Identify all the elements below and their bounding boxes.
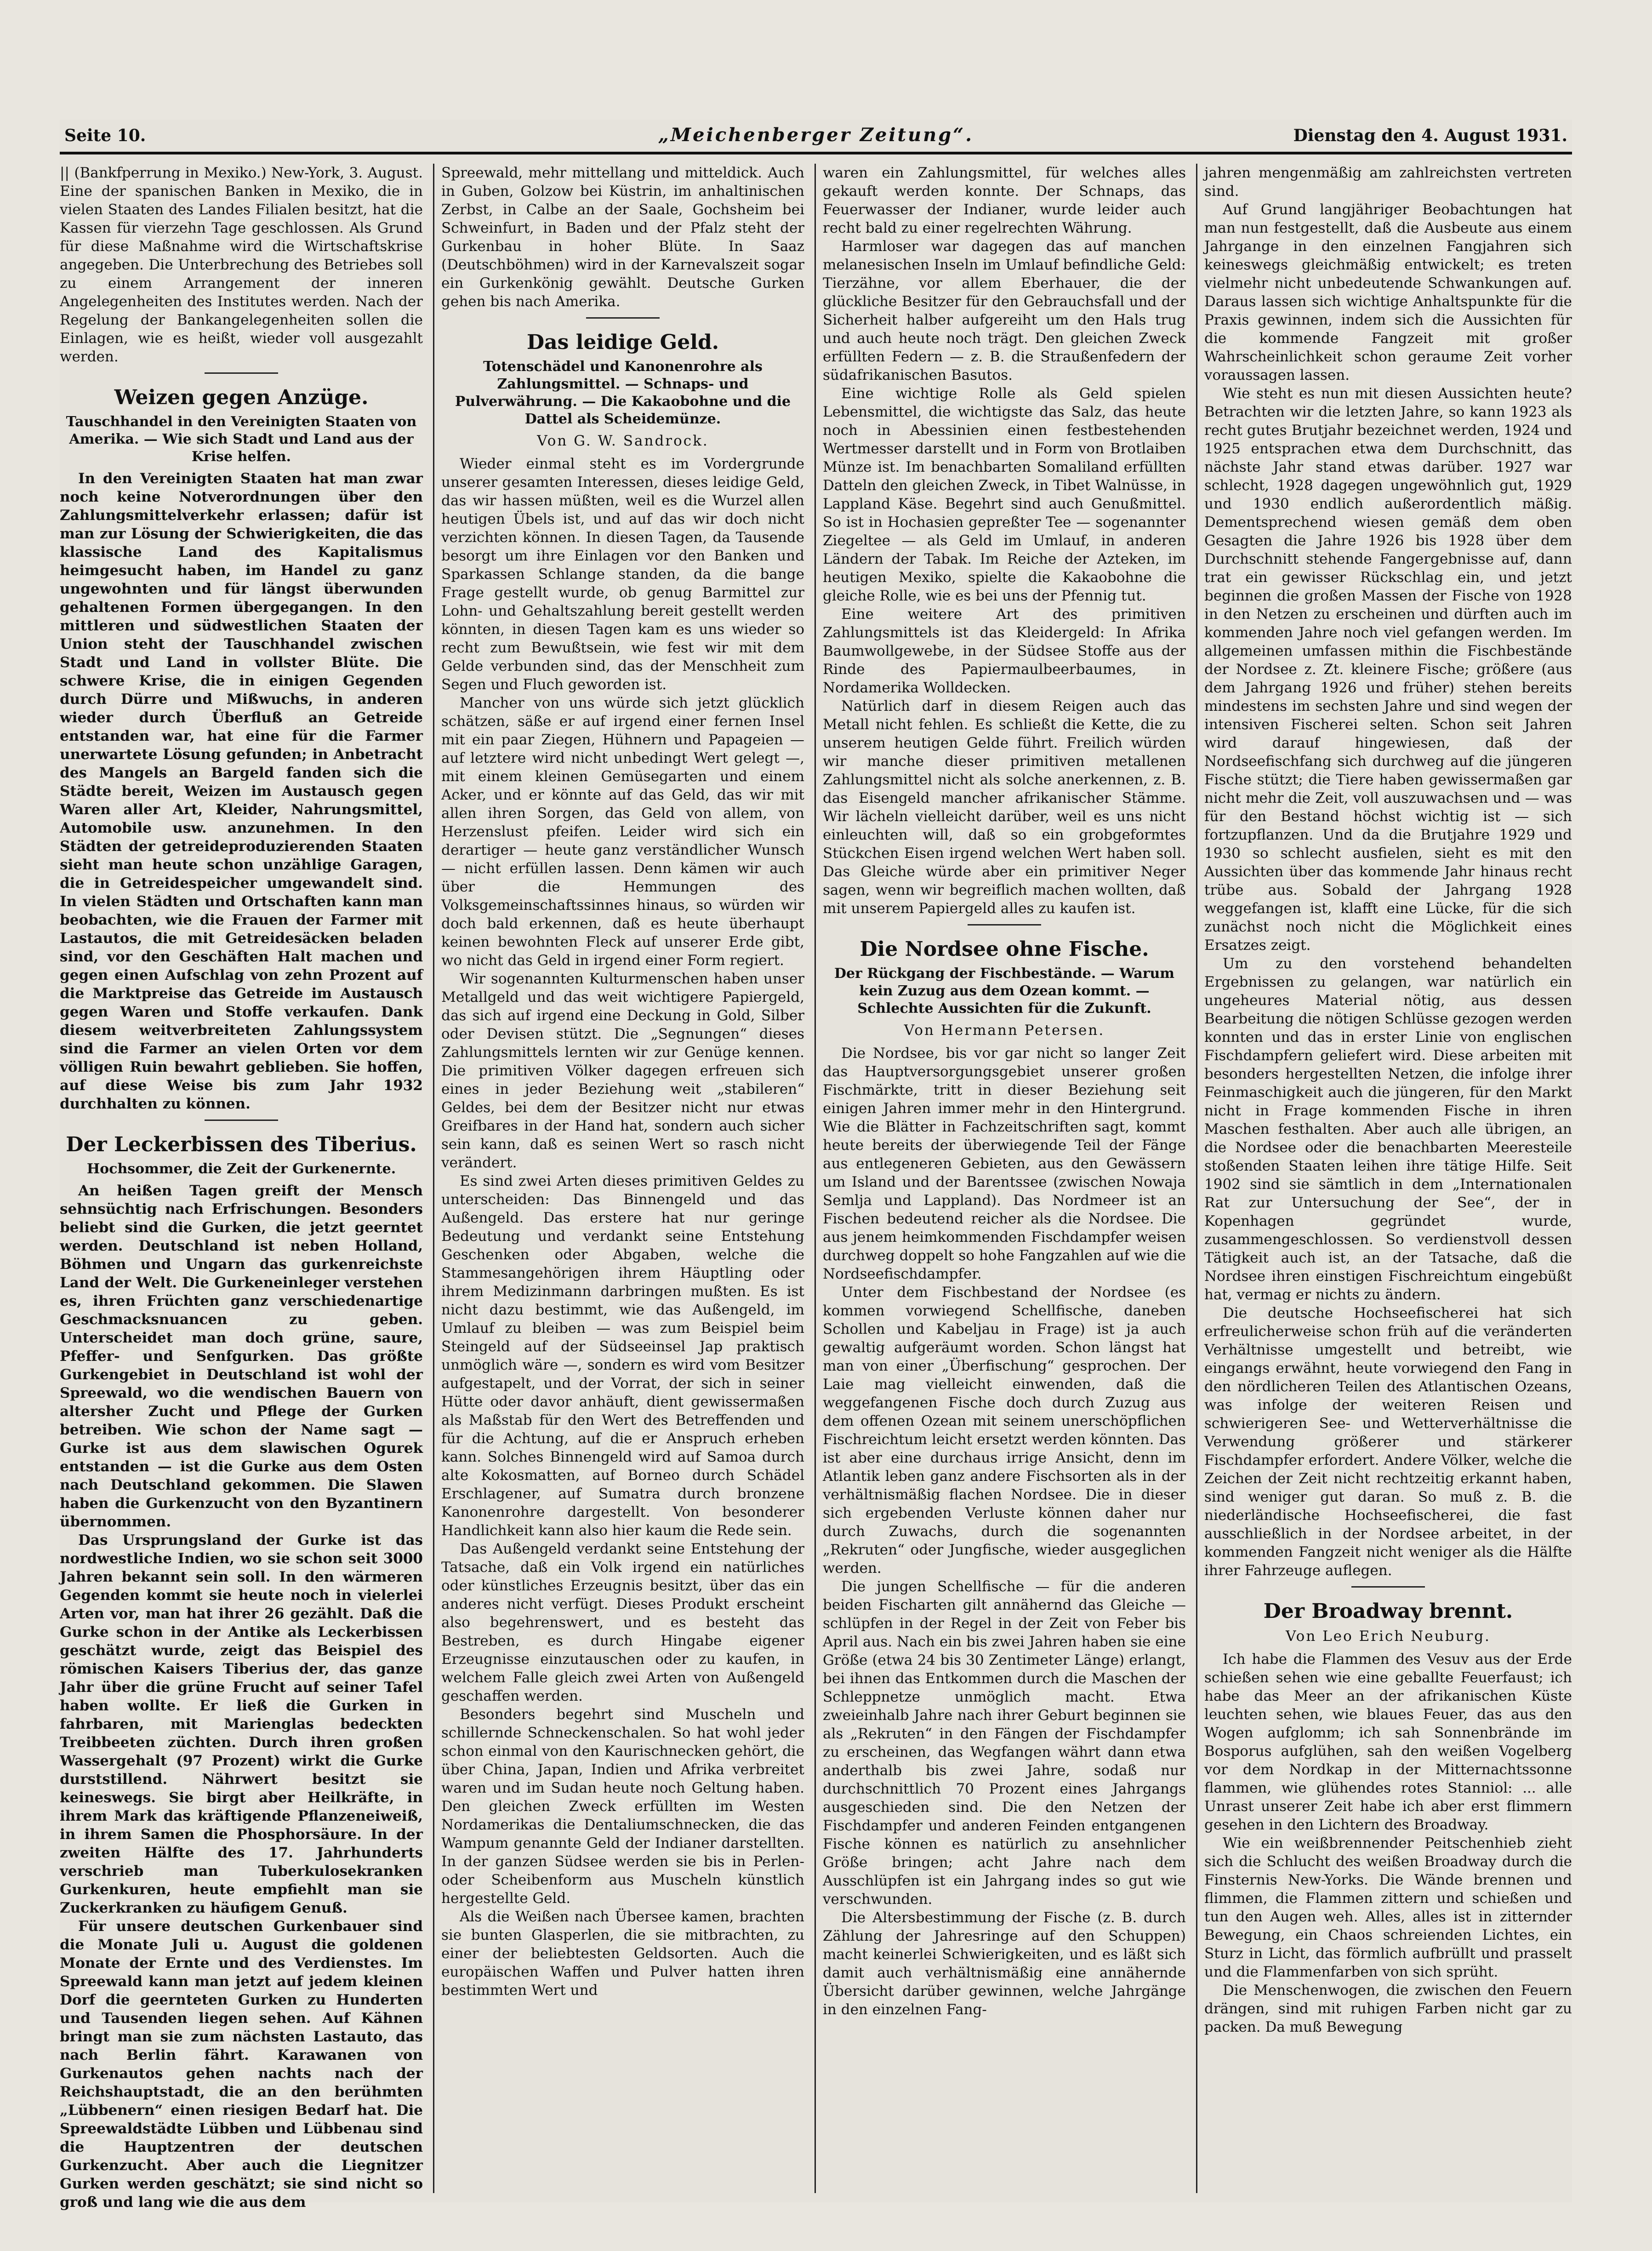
column-rule [815,164,816,2193]
article-paragraph: Auf Grund langjähriger Beobachtungen hat man nun festgestellt, daß die Ausbeute aus einem Jahrgange in den einzelnen Fangjahren sich keineswegs gleichmäßig entwickelt; es treten vielmehr nicht unbedeutende Schwankungen auf. Daraus lassen sich wichtige Anhaltspunkte für die Praxis gewinnen, indem sich die Aussichten für die kommende Fangzeit mit großer Wahrscheinlichkeit schon geraume Zeit vorher voraussagen lassen. [1204,201,1572,383]
article-paragraph: Eine wichtige Rolle als Geld spielen Lebensmittel, die wichtigste das Salz, das heute noch in Abessinien einen festbestehenden Wertmesser darstellt und in Form von Brotlaiben Münze ist. Im benachbarten Somaliland erfüllten Datteln den gleichen Zweck, in Tibet Walnüsse, in Lappland Käse. Begehrt sind auch Genußmittel. So ist in Hochasien gepreßter Tee — sogenannter Ziegeltee — als Geld im Umlauf, in anderen Ländern der Tabak. Im Reiche der Azteken, im heutigen Mexiko, spielte die Kakaobohne die gleiche Rolle, wie es bei uns der Pfennig tut. [823,385,1186,604]
newspaper-page [60,120,1572,2211]
article-paragraph: Die deutsche Hochseefischerei hat sich erfreulicherweise schon früh auf die veränderten Verhältnisse umgestellt und betreibt, wie eingangs erwähnt, heute vorwiegend den Fang in den nördlicheren Teilen des Atlantischen Ozeans, was infolge der weiteren Reisen und schwierigeren See- und Wetterverhältnisse die Verwendung größerer und stärkerer Fischdampfer erfordert. Andere Völker, welche die Zeichen der Zeit nicht rechtzeitig erkannt haben, sind weniger gut daran. So muß z. B. die niederländische Hochseefischerei, die fast ausschließlich in der Nordsee arbeitet, in der kommenden Fangzeit nicht weniger als die Hälfte ihrer Fahrzeuge auflegen. [1204,1305,1572,1579]
column-rule [1196,164,1197,2193]
article-paragraph: Unter dem Fischbestand der Nordsee (es kommen vorwiegend Schellfische, daneben Schollen und Kabeljau in Frage) ist ja auch gewaltig aufgeräumt worden. Schon längst hat man von einer „Überfischung“ gesprochen. Der Laie mag vielleicht einwenden, daß die weggefangenen Fische doch durch Zuzug aus dem offenen Ozean mit seinem unerschöpflichen Fischreichtum leicht ersetzt werden könnten. Das ist aber eine durchaus irrige Ansicht, denn im Atlantik leben ganz andere Fischsorten als in der verhältnismäßig flachen Nordsee. Die in dieser sich ergebenden Verluste können daher nur durch Zuwachs, durch die sogenannten „Rekruten“ oder Jungfische, wieder ausgeglichen werden. [823,1284,1186,1577]
article-title-nordsee: Die Nordsee ohne Fische. [860,937,1149,961]
article-subtitle-nordsee: Der Rückgang der Fischbestände. — Warum kein Zuzug aus dem Ozean kommt. — Schlechte Aussichten für die Zukunft. [834,966,1175,1017]
article-paragraph: Es sind zwei Arten dieses primitiven Geldes zu unterscheiden: Das Binnengeld und das Außengeld. Das erstere hat nur geringe Bedeutung und verdankt seine Entstehung Geschenken oder Abgaben, welche die Stammesangehörigen ihrem Häuptling oder ihrem Medizinmann darbringen mußten. Es ist nicht dazu bestimmt, wie das Außengeld, im Umlauf zu bleiben — was zum Beispiel beim Steingeld auf der Südseeinsel Jap praktisch unmöglich wäre —, sondern es wird vom Besitzer aufgestapelt, und der Vorrat, der sich in seiner Hütte oder davor anhäuft, dient gewissermaßen als Maßstab für den Wert des Betreffenden und für die Achtung, auf die er Anspruch erheben kann. Solches Binnengeld wird auf Samoa durch alte Kokosmatten, auf Borneo durch Schädel Erschlagener, auf Sumatra durch bronzene Kanonenrohre dargestellt. Von besonderer Handlichkeit kann also hier kaum die Rede sein. [441,1173,804,1539]
column-2 [441,164,804,2193]
article-paragraph: Das Ursprungsland der Gurke ist das nordwestliche Indien, wo sie schon seit 3000 Jahren bekannt sein soll. In den wärmeren Gegenden kommt sie heute noch in vielerlei Arten vor, man hat ihrer 26 gezählt. Daß die Gurke schon in der Antike als Leckerbissen geschätzt wurde, zeigt das Beispiel des römischen Kaisers Tiberius der, das ganze Jahr über die grüne Frucht auf seiner Tafel haben wollte. Er ließ die Gurken in fahrbaren, mit Marienglas bedeckten Treibbeeten züchten. Durch ihren großen Wassergehalt (97 Prozent) wirkt die Gurke durststillend. Nährwert besitzt sie keineswegs. Sie birgt aber Heilkräfte, in ihrem Mark das kräftigende Pflanzeneiweiß, in ihrem Samen die Phosphorsäure. In der zweiten Hälfte des 17. Jahrhunderts verschrieb man Tuberkulosekranken Gurkenkuren, heute empfiehlt man sie Zuckerkranken zu häufigem Genuß. [60,1532,423,1916]
article-paragraph: Um zu den vorstehend behandelten Ergebnissen zu gelangen, war natürlich ein ungeheures Material nötig, aus dessen Bearbeitung die nötigen Schlüsse gezogen werden konnten und das in erster Linie von englischen Fischdampfern geliefert wird. Diese arbeiten mit besonders hergestellten Netzen, die infolge ihrer Feinmaschigkeit auch die jüngeren, für den Markt nicht in Frage kommenden Fische in ihren Maschen festhalten. Aber auch alle übrigen, an die Nordsee oder die benachbarten Meeresteile stoßenden Staaten leihen ihre tätige Hilfe. Seit 1902 sind sie sämtlich in dem „Internationalen Rat zur Untersuchung der See“, der in Kopenhagen gegründet wurde, zusammengeschlossen. So verdienstvoll dessen Tätigkeit auch ist, an der Tatsache, daß die Nordsee ihren einstigen Fischreichtum eingebüßt hat, vermag er nichts zu ändern. [1204,955,1572,1303]
article-byline: Von Leo Erich Neuburg. [1286,1628,1491,1645]
article-paragraph: Die Menschenwogen, die zwischen den Feuern drängen, sind mit ruhigen Farben nicht gar zu packen. Da muß Bewegung [1204,1982,1572,2035]
issue-date: Dienstag den 4. August 1931. [1293,126,1567,145]
article-paragraph: Als die Weißen nach Übersee kamen, brachten sie bunten Glasperlen, die sie mitbrachten, zu einer der beliebtesten Geldsorten. Auch die europäischen Waffen und Pulver hatten ihren bestimmten Wert und [441,1908,804,1999]
article-paragraph: Wir sogenannten Kulturmenschen haben unser Metallgeld und das weit wichtigere Papiergeld, das sich auf irgend eine Deckung in Gold, Silber oder Devisen stützt. Die „Segnungen“ dieses Zahlungsmittels lernten wir zur Genüge kennen. Die primitiven Völker dagegen erfreuen sich eines in jeder Beziehung weit „stabileren“ Geldes, bei dem der Besitzer nicht nur etwas Greifbares in der Hand hat, sondern auch sicher sein kann, daß es seinen Wert so rasch nicht verändert. [441,971,804,1171]
article-byline: Von Hermann Petersen. [904,1022,1105,1039]
separator [968,924,1041,926]
news-item-mexico: || (Bankfperrung in Mexiko.) New-York, 3. August. Eine der spanischen Banken in Mexiko, die in vielen Staaten des Landes Filialen besitzt, hat die Kassen für vierzehn Tage geschlossen. Als Grund für diese Maßnahme wird die Wirtschaftskrise angegeben. Die Unterbrechung des Betriebes soll zu einem Arrangement der inneren Angelegenheiten des Institutes werden. Nach der Regelung der Bankangelegenheiten sollen die Einlagen, wie es heißt, wieder voll ausgezahlt werden. [60,165,423,365]
article-paragraph: Die Altersbestimmung der Fische (z. B. durch Zählung der Jahresringe auf den Schuppen) macht keinerlei Schwierigkeiten, und es läßt sich damit auch verhältnismäßig eine annähernde Übersicht darüber gewinnen, welche Jahrgänge in den einzelnen Fang- [823,1909,1186,2018]
column-rule [433,164,434,2193]
column-4 [1204,164,1572,2193]
page-number: Seite 10. [64,126,146,145]
column-3 [823,164,1186,2193]
article-subtitle-tiberius: Hochsommer, die Zeit der Gurkenernte. [86,1161,396,1177]
separator [205,372,278,374]
article-paragraph: Wieder einmal steht es im Vordergrunde unserer gesamten Interessen, dieses leidige Geld, das wir hassen müßten, weil es die Wurzel allen heutigen Übels ist, und auf das wir doch nicht verzichten können. In diesen Tagen, da Tausende besorgt um ihre Einlagen vor den Banken und Sparkassen Schlange standen, da die bange Frage gestellt wurde, ob genug Barmittel zur Lohn- und Gehaltszahlung bereit gestellt werden könnten, in diesen Tagen kam es uns wieder so recht zum Bewußtsein, wie fest wir mit dem Gelde verbunden sind, das der Menschheit zum Segen und Fluch geworden ist. [441,456,804,693]
article-paragraph: An heißen Tagen greift der Mensch sehnsüchtig nach Erfrischungen. Besonders beliebt sind die Gurken, die jetzt geerntet werden. Deutschland ist neben Holland, Böhmen und Ungarn das gurkenreichste Land der Welt. Die Gurkeneinleger verstehen es, ihren Früchten ganz verschiedenartige Geschmacksnuancen zu geben. Unterscheidet man doch grüne, saure, Pfeffer- und Senfgurken. Das größte Gurkengebiet in Deutschland ist wohl der Spreewald, wo die wendischen Bauern von altersher Zucht und Pflege der Gurken betreiben. Wie schon der Name sagt — Gurke ist aus dem slawischen Ogurek entstanden — ist die Gurke aus dem Osten nach Deutschland gekommen. Die Slawen haben die Gurkenzucht von den Byzantinern übernommen. [60,1183,423,1530]
article-subtitle-geld: Totenschädel und Kanonenrohre als Zahlungsmittel. — Schnaps- und Pulverwährung. — Die Kakaobohne und die Dattel als Scheidemünze. [455,359,791,427]
article-paragraph: Wie ein weißbrennender Peitschenhieb zieht sich die Schlucht des weißen Broadway durch die Finsternis New-Yorks. Die Wände brennen und flimmen, die Flammen zittern und schießen und tun den Augen weh. Alles, alles ist in zitternder Bewegung, ein Chaos schreienden Lichtes, ein Sturz in Licht, das förmlich aufbrüllt und prasselt und die Flammenfarben von sich sprüht. [1204,1835,1572,1980]
article-paragraph: Das Außengeld verdankt seine Entstehung der Tatsache, daß ein Volk irgend ein natürliches oder künstliches Erzeugnis besitzt, über das ein anderes nicht verfügt. Dieses Produkt erscheint also begehrenswert, und es besteht das Bestreben, es durch Hingabe eigener Erzeugnisse einzutauschen oder zu kaufen, in welchem Falle gleich zwei Arten von Außengeld geschaffen werden. [441,1541,804,1704]
article-title-tiberius: Der Leckerbissen des Tiberius. [66,1133,417,1156]
article-paragraph: Die Nordsee, bis vor gar nicht so langer Zeit das Hauptversorgungsgebiet unserer großen Fischmärkte, tritt in dieser Beziehung seit einigen Jahren immer mehr in den Hintergrund. Wie die Blätter in Fachzeitschriften sagt, kommt heute bereits der überwiegende Teil der Fänge aus entlegeneren Gebieten, aus den Gewässern um Island und der Barentssee (zwischen Nowaja Semlja und Lappland). Das Nordmeer ist an Fischen bedeutend reicher als die Nordsee. Die aus jenem heimkommenden Fischdampfer weisen durchweg doppelt so hohe Fangzahlen auf wie die Nordseefischdampfer. [823,1045,1186,1282]
article-paragraph: jahren mengenmäßig am zahlreichsten vertreten sind. [1204,165,1572,200]
article-paragraph: waren ein Zahlungsmittel, für welches alles gekauft werden konnte. Der Schnaps, das Feuerwasser der Indianer, wurde leider auch recht bald zu einer regelrechten Währung. [823,165,1186,236]
article-title-broadway: Der Broadway brennt. [1263,1600,1513,1623]
article-paragraph: Spreewald, mehr mittellang und mitteldick. Auch in Guben, Golzow bei Küstrin, im anhaltinischen Zerbst, in Calbe an der Saale, Gochsheim bei Schweinfurt, in Baden und der Pfalz steht der Gurkenbau in hoher Blüte. In Saaz (Deutschböhmen) wird in der Karnevalszeit sogar ein Gurkenkönig gewählt. Deutsche Gurken gehen bis nach Amerika. [441,165,804,310]
article-paragraph: In den Vereinigten Staaten hat man zwar noch keine Notverordnungen über den Zahlungsmittelverkehr erlassen; dafür ist man zur Lösung der Schwierigkeiten, die das klassische Land des Kapitalismus heimgesucht haben, im Handel zu ganz ungewohnten und für längst überwunden gehaltenen Formen übergegangen. In den mittleren und südwestlichen Staaten der Union steht der Tauschhandel zwischen Stadt und Land in vollster Blüte. Die schwere Krise, die in einigen Gegenden durch Dürre und Mißwuchs, in anderen wieder durch Überfluß an Getreide entstanden war, hat eine für die Farmer unerwartete Lösung gefunden; in Anbetracht des Mangels an Bargeld fanden sich die Städte bereit, Weizen im Austausch gegen Waren aller Art, Kleider, Nahrungsmittel, Automobile usw. anzunehmen. In den Städten der getreideproduzierenden Staaten sieht man heute schon unzählige Garagen, die in Getreidespeicher umgewandelt sind. In vielen Städten und Ortschaften kann man beobachten, wie die Frauen der Farmer mit Lastautos, die mit Getreidesäcken beladen sind, vor den Geschäften Halt machen und gegen einen Aufschlag von zehn Prozent auf die Marktpreise das Getreide im Austausch gegen Waren und Stoffe verkaufen. Dank diesem weitverbreiteten Zahlungssystem sind die Farmer an vielen Orten vor dem völligen Ruin bewahrt geblieben. Sie hoffen, auf diese Weise bis zum Jahr 1932 durchhalten zu können. [60,470,423,1112]
column-1 [60,164,423,2211]
article-paragraph: Mancher von uns würde sich jetzt glücklich schätzen, säße er auf irgend einer fernen Insel mit ein paar Ziegen, Hühnern und Papageien — auf letztere wird nicht unbedingt Wert gelegt —, mit einem kleinen Gemüsegarten und einem Acker, und er könnte auf das Geld, das wir mit allen ihren Sorgen, das Geld von allem, von Herzenslust pfeifen. Leider wird sich ein derartiger — heute ganz verständlicher Wunsch — nicht erfüllen lassen. Denn kämen wir auch über die Hemmungen des Volksgemeinschaftssinnes hinaus, so würden wir doch bald erkennen, daß es heute überhaupt keinen bewohnten Fleck auf unserer Erde gibt, wo nicht das Geld in irgend einer Form regiert. [441,695,804,969]
article-paragraph: Für unsere deutschen Gurkenbauer sind die Monate Juli u. August die goldenen Monate der Ernte und des Verdienstes. Im Spreewald kann man jetzt auf jedem kleinen Dorf die geernteten Gurken zu Hunderten und Tausenden liegen sehen. Auf Kähnen bringt man sie zum nächsten Lastauto, das nach Berlin fährt. Karawanen von Gurkenautos gehen nachts nach der Reichshauptstadt, die an den berühmten „Lübbenern“ einen riesigen Bedarf hat. Die Spreewaldstädte Lübben und Lübbenau sind die Hauptzentren der deutschen Gurkenzucht. Aber auch die Liegnitzer Gurken werden geschätzt; sie sind nicht so groß und lang wie die aus dem [60,1918,423,2211]
article-byline: Von G. W. Sandrock. [537,433,709,449]
separator [586,317,660,319]
separator [1351,1586,1425,1588]
newspaper-title: „Meichenberger Zeitung“. [658,124,974,146]
article-paragraph: Eine weitere Art des primitiven Zahlungsmittels ist das Kleidergeld: In Afrika Baumwollgewebe, in der Südsee Stoffe aus der Rinde des Papiermaulbeerbaumes, in Nordamerika Wolldecken. [823,606,1186,696]
article-paragraph: Harmloser war dagegen das auf manchen melanesischen Inseln im Umlauf befindliche Geld: Tierzähne, vor allem Eberhauer, die der glückliche Besitzer für den Gebrauchsfall und der Sicherheit halber aufgereiht um den Hals trug und auch heute noch trägt. Den gleichen Zweck erfüllten Federn — z. B. die Straußenfedern der südafrikanischen Basutos. [823,238,1186,383]
article-paragraph: Besonders begehrt sind Muscheln und schillernde Schneckenschalen. So hat wohl jeder schon einmal von den Kaurischnecken gehört, die über China, Japan, Indien und Afrika verbreitet waren und im Sudan heute noch Geltung haben. Den gleichen Zweck erfüllten im Westen Nordamerikas die Dentaliumschnecken, die das Wampum genannte Geld der Indianer darstellten. In der ganzen Südsee werden sie bis in Perlen- oder Scheibenform aus Muscheln künstlich hergestellte Geld. [441,1706,804,1907]
article-paragraph: Ich habe die Flammen des Vesuv aus der Erde schießen sehen wie eine geballte Feuerfaust; ich habe das Meer an der afrikanischen Küste leuchten sehen, wie blaues Feuer, das aus den Wogen aufglomm; ich sah Sonnenbrände im Bosporus aufglühen, sah den weißen Vogelberg vor dem Nordkap in der Mitternachtssonne flammen, wie glühendes rotes Stanniol: ... alle Unrast unserer Zeit habe ich aber erst flimmern gesehen in den Lichtern des Broadway. [1204,1651,1572,1833]
article-paragraph: Wie steht es nun mit diesen Aussichten heute? Betrachten wir die letzten Jahre, so kann 1923 als recht gutes Brutjahr bezeichnet werden, 1924 und 1925 entsprachen etwa dem Durchschnitt, das nächste Jahr stand etwas darüber. 1927 war schlecht, 1928 dagegen ungewöhnlich gut, 1929 und 1930 endlich außerordentlich mäßig. Dementsprechend wiesen gemäß dem oben Gesagten die Jahre 1926 bis 1928 über dem Durchschnitt stehende Fangergebnisse auf, dann trat ein gewisser Rückschlag ein, und jetzt beginnen die großen Massen der Fische von 1928 in den Netzen zu erscheinen und dürften auch im kommenden Jahre noch viel gefangen werden. Im allgemeinen umfassen mithin die Fischbestände der Nordsee z. Zt. kleinere Fische; größere (aus dem Jahrgang 1926 und früher) stehen bereits mindestens im sechsten Jahre und sind wegen der intensiven Fischerei selten. Schon seit Jahren wird darauf hingewiesen, daß der Nordseefischfang sich durchweg auf die jüngeren Fische stützt; die Tiere haben gewissermaßen gar nicht mehr die Zeit, voll auszuwachsen und — was für den Bestand höchst wichtig ist — sich fortzupflanzen. Und da die Brutjahre 1929 und 1930 so schlecht ausfielen, sieht es mit den Aussichten über das kommende Jahr hinaus recht trübe aus. Sobald der Jahrgang 1928 weggefangen ist, klafft eine Lücke, für die sich zunächst noch nicht die Möglichkeit eines Ersatzes zeigt. [1204,385,1572,954]
article-paragraph: Natürlich darf in diesem Reigen auch das Metall nicht fehlen. Es schließt die Kette, die zu unserem heutigen Gelde führt. Freilich würden wir manche dieser primitiven metallenen Zahlungsmittel nicht als solche anerkennen, z. B. das Eisengeld mancher afrikanischer Stämme. Wir lächeln vielleicht darüber, weil es uns nicht einleuchten will, daß so ein grobgeformtes Stückchen Eisen irgend welchen Wert haben soll. Das Gleiche würde aber ein primitiver Neger sagen, wenn wir begreiflich machen wollten, daß mit unserem Papiergeld alles zu kaufen ist. [823,698,1186,917]
article-title-weizen: Weizen gegen Anzüge. [114,386,369,409]
article-subtitle-weizen: Tauschhandel in den Vereinigten Staaten von Amerika. — Wie sich Stadt und Land aus der Krise helfen. [66,414,417,465]
page-header [60,120,1572,154]
article-title-geld: Das leidige Geld. [526,331,719,354]
separator [205,1120,278,1121]
article-paragraph: Die jungen Schellfische — für die anderen beiden Fischarten gilt annähernd das Gleiche — schlüpfen in der Regel in der Zeit von Feber bis April aus. Nach ein bis zwei Jahren haben sie eine Größe (etwa 24 bis 30 Zentimeter Länge) erlangt, bei ihnen das Entkommen durch die Maschen der Schleppnetze unmöglich macht. Etwa zweieinhalb Jahre nach ihrer Geburt beginnen sie als „Rekruten“ in den Fängen der Fischdampfer zu erscheinen, das Wegfangen währt dann etwa anderthalb bis zwei Jahre, sodaß nur durchschnittlich 70 Prozent eines Jahrgangs ausgeschieden sind. Die den Netzen der Fischdampfer und anderen Feinden entgangenen Fische können es natürlich zu ansehnlicher Größe bringen; acht Jahre nach dem Ausschlüpfen ist ein Jahrgang indes so gut wie verschwunden. [823,1578,1186,1908]
